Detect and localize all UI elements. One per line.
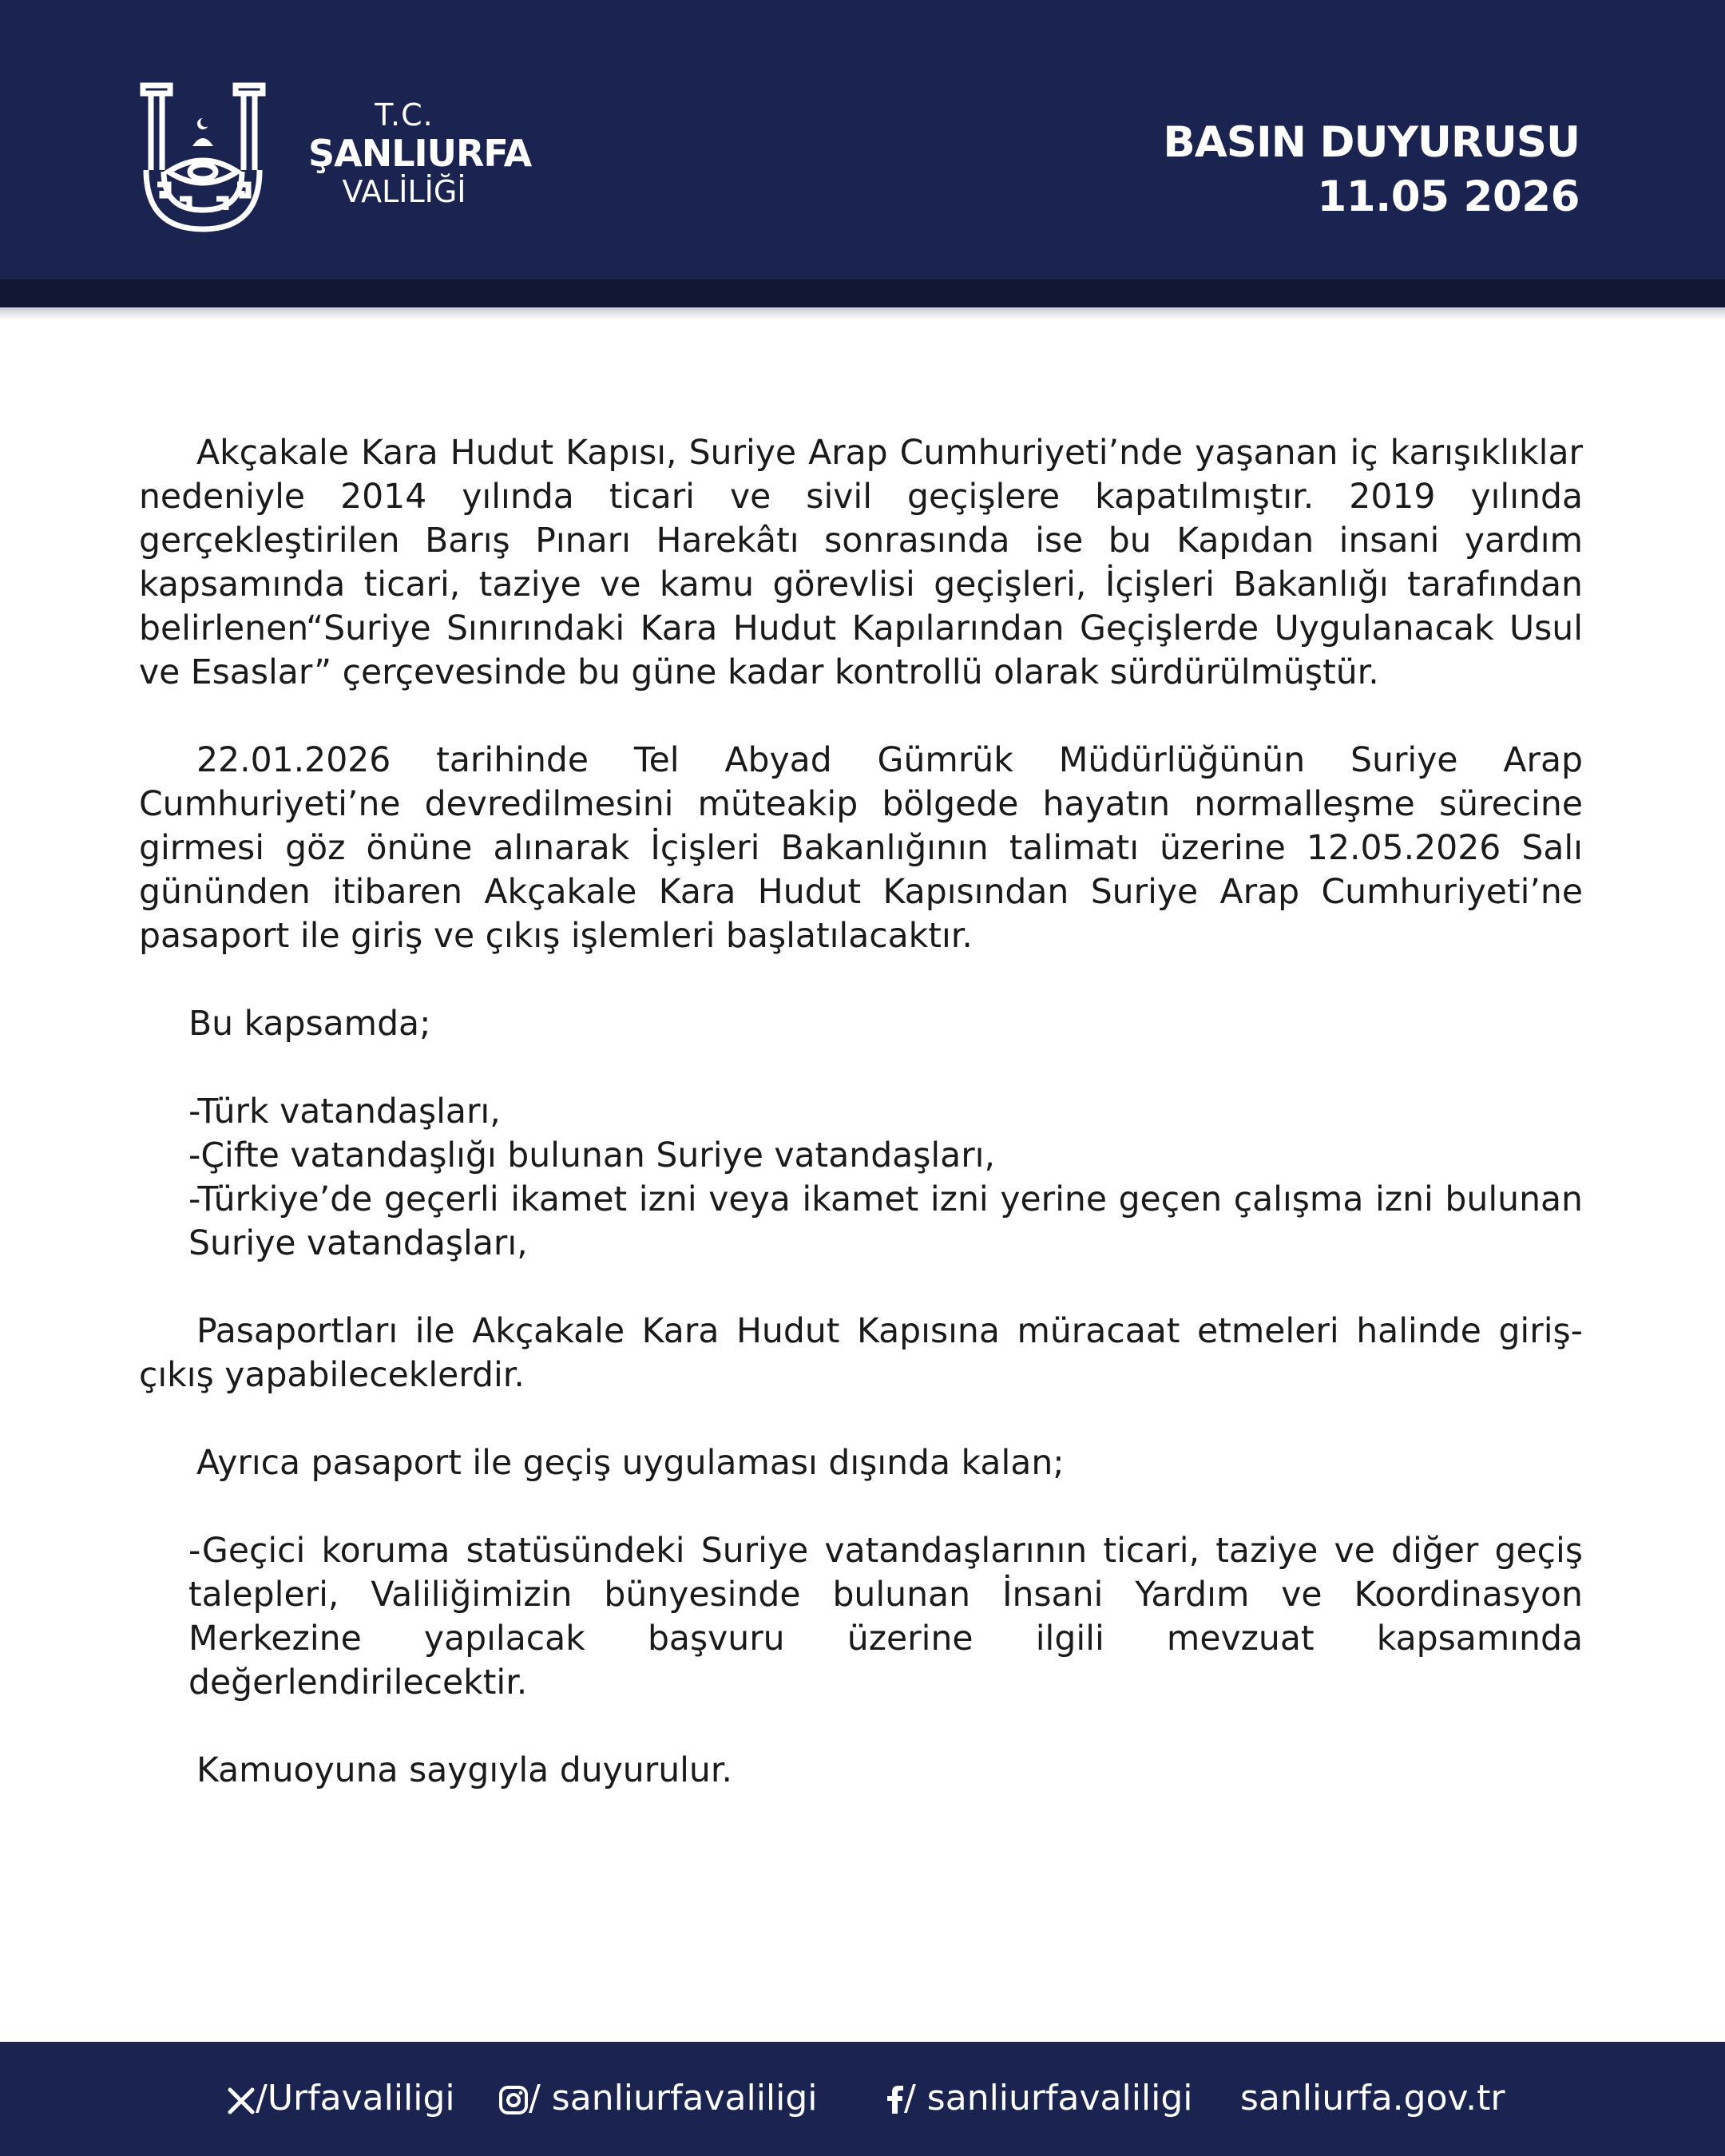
x-icon — [227, 2087, 256, 2115]
paragraph-2: 22.01.2026 tarihinde Tel Abyad Gümrük Müdürlüğünün Suriye Arap Cumhuriyeti’ne devredilmesini müteakip bölgede hayatın normalleşme sürecine girmesi göz önüne alınarak İçişleri Bakanlığının talimatı üzerine 12.05.2026 Salı gününden itibaren Akçakale Kara Hudut Kapısından Suriye Arap Cumhuriyeti’ne pasaport ile giriş ve çıkış işlemleri başlatılacaktır. — [139, 741, 1583, 956]
facebook-link[interactable] — [885, 2079, 1193, 2118]
list-item: -Çifte vatandaşlığı bulunan Suriye vatandaşları, — [188, 1136, 995, 1175]
closing-line: Kamuoyuna saygıyla duyurulur. — [196, 1751, 732, 1790]
organization-name — [308, 97, 532, 209]
paragraph-1: Akçakale Kara Hudut Kapısı, Suriye Arap Cumhuriyeti’nde yaşanan iç karışıklıklar nedeniyle 2014 yılında ticari ve sivil geçişlere kapatılmıştır. 2019 yılında gerçekleştirilen Barış Pınarı Harekâtı sonrasında ise bu Kapıdan insani yardım kapsamında ticari, taziye ve kamu görevlisi geçişleri, İçişleri Bakanlığı tarafından belirlenen“Suriye Sınırındaki Kara Hudut Kapılarından Geçişlerde Uygulanacak Usul ve Esaslar” çerçevesinde bu güne kadar kontrollü olarak sürdürülmüştür. — [139, 434, 1583, 692]
press-date: 11.05 2026 — [1317, 172, 1580, 221]
paragraph-4: Pasaportları ile Akçakale Kara Hudut Kapısına müracaat etmeleri halinde giriş-çıkış yapabileceklerdir. — [139, 1312, 1583, 1395]
eligible-list — [139, 1090, 1583, 1266]
instagram-handle: / sanliurfavaliligi — [529, 2078, 818, 2118]
instagram-link[interactable] — [498, 2079, 818, 2118]
header-stripe — [0, 279, 1725, 307]
x-handle: /Urfavaliligi — [256, 2078, 455, 2118]
header-banner — [0, 0, 1725, 307]
footer-banner — [0, 2042, 1725, 2156]
org-line-governorship: VALİLİĞİ — [342, 174, 466, 209]
other-list — [139, 1529, 1583, 1705]
list-item: -Türk vatandaşları, — [188, 1092, 501, 1132]
press-title: BASIN DUYURUSU — [1163, 118, 1580, 167]
instagram-icon — [498, 2085, 529, 2115]
website-link[interactable]: sanliurfa.gov.tr — [1240, 2078, 1505, 2118]
header-shadow — [0, 307, 1725, 320]
facebook-handle: / sanliurfavaliligi — [904, 2078, 1193, 2118]
facebook-icon — [885, 2085, 904, 2115]
x-link[interactable] — [227, 2079, 455, 2118]
org-line-city: ŞANLIURFA — [308, 132, 532, 175]
org-line-tc: T.C. — [375, 97, 434, 133]
list-item: -Türkiye’de geçerli ikamet izni veya ikamet izni yerine geçen çalışma izni bulunan Suriye vatandaşları, — [188, 1180, 1583, 1263]
list-item: -Geçici koruma statüsündeki Suriye vatandaşlarının ticari, taziye ve diğer geçiş talepleri, Valiliğimizin bünyesinde bulunan İnsani Yardım ve Koordinasyon Merkezine yapılacak başvuru üzerine ilgili mevzuat kapsamında değerlendirilecektir. — [188, 1532, 1583, 1702]
sanliurfa-valiligi-logo — [140, 82, 266, 234]
announcement-body — [139, 431, 1583, 1793]
paragraph-3: Bu kapsamda; — [188, 1005, 431, 1044]
paragraph-5: Ayrıca pasaport ile geçiş uygulaması dışında kalan; — [196, 1444, 1065, 1483]
